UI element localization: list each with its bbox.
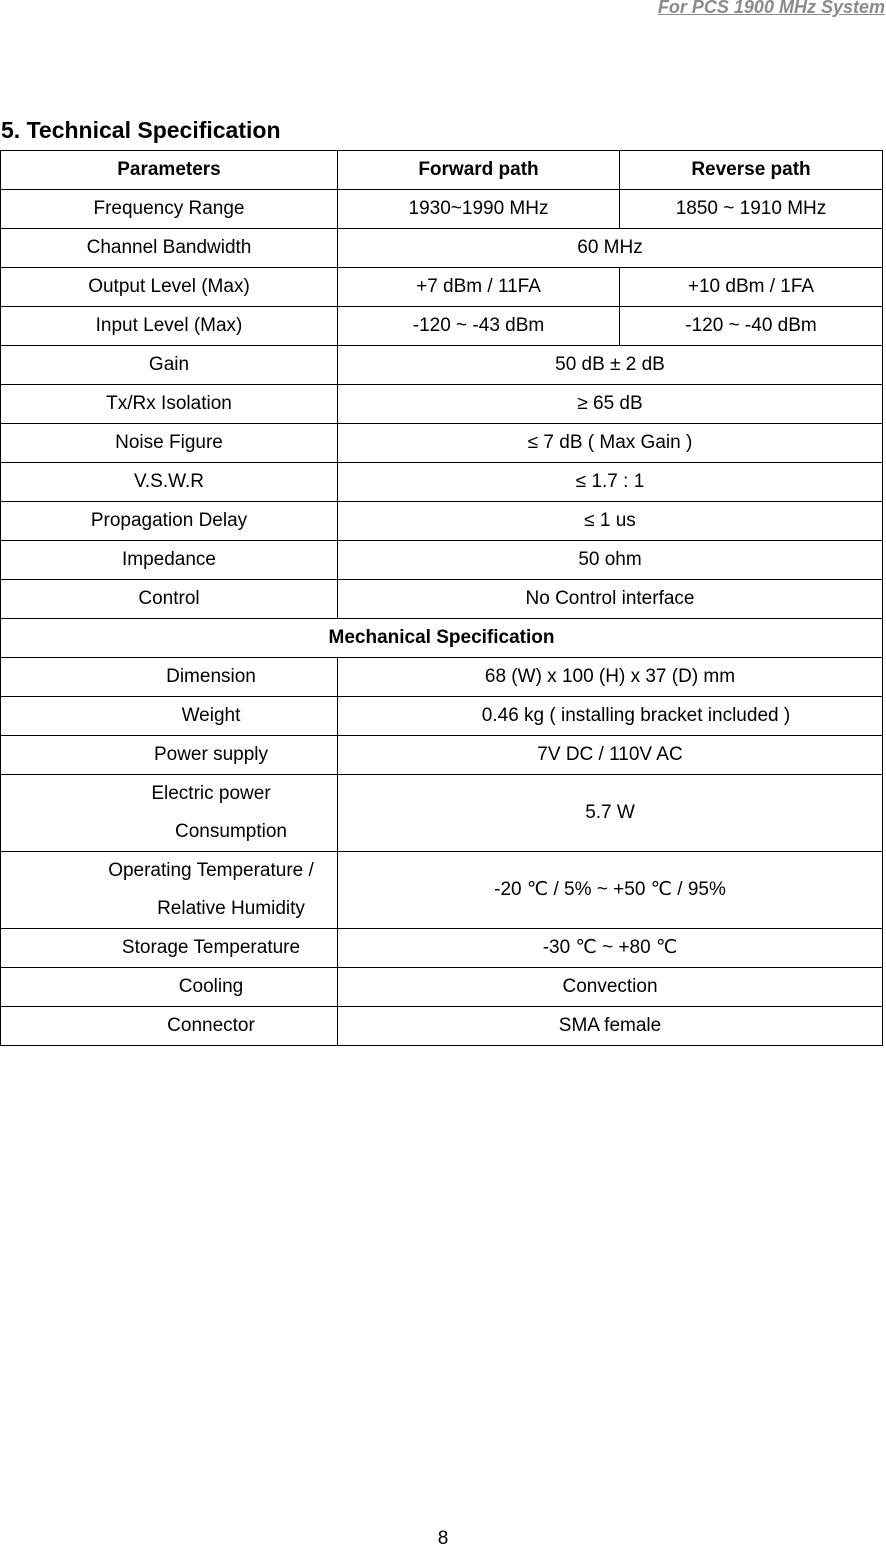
- reverse-cell: 1850 ~ 1910 MHz: [620, 190, 883, 229]
- param-label: Storage Temperature: [121, 937, 301, 958]
- value-cell: 68 (W) x 100 (H) x 37 (D) mm: [338, 658, 883, 697]
- table-row: [1, 268, 883, 307]
- param-label: Dimension: [166, 666, 256, 687]
- param-label-line1: Operating Temperature /: [108, 860, 314, 881]
- technical-specification-table: [0, 150, 883, 1046]
- value-cell: ≤ 1.7 : 1: [338, 463, 883, 502]
- value-cell: 50 dB ± 2 dB: [338, 346, 883, 385]
- value-cell: 60 MHz: [338, 229, 883, 268]
- page-number: 8: [437, 1528, 449, 1549]
- table-header-row: [1, 151, 883, 190]
- table-row: [1, 929, 883, 968]
- param-cell: [1, 1007, 338, 1046]
- table-row: [1, 852, 883, 929]
- param-cell: Gain: [1, 346, 338, 385]
- mechanical-spec-heading-row: [1, 619, 883, 658]
- value-cell: SMA female: [338, 1007, 883, 1046]
- value-cell: ≤ 1 us: [338, 502, 883, 541]
- param-cell: Frequency Range: [1, 190, 338, 229]
- table-row: [1, 385, 883, 424]
- header-reverse-path: Reverse path: [620, 151, 883, 190]
- table-row: [1, 229, 883, 268]
- header-parameters: Parameters: [1, 151, 338, 190]
- param-label-line1: Electric power: [151, 783, 271, 804]
- value-cell: ≤ 7 dB ( Max Gain ): [338, 424, 883, 463]
- section-title: 5. Technical Specification: [1, 117, 281, 143]
- table-row: [1, 697, 883, 736]
- table-row: [1, 190, 883, 229]
- param-cell: Tx/Rx Isolation: [1, 385, 338, 424]
- param-cell: [1, 658, 338, 697]
- value-cell: 50 ohm: [338, 541, 883, 580]
- table-row: [1, 346, 883, 385]
- param-label-line2: Relative Humidity: [157, 898, 305, 919]
- param-label: Connector: [167, 1015, 255, 1036]
- param-cell: [1, 775, 338, 852]
- table-row: [1, 968, 883, 1007]
- reverse-cell: +10 dBm / 1FA: [620, 268, 883, 307]
- table-row: [1, 775, 883, 852]
- param-cell: [1, 929, 338, 968]
- value-label: 0.46 kg ( installing bracket included ): [481, 705, 791, 726]
- param-cell: [1, 968, 338, 1007]
- param-cell: Propagation Delay: [1, 502, 338, 541]
- param-label: Weight: [181, 705, 241, 726]
- value-cell: Convection: [338, 968, 883, 1007]
- forward-cell: 1930~1990 MHz: [338, 190, 620, 229]
- mechanical-spec-heading: Mechanical Specification: [1, 619, 883, 658]
- forward-cell: +7 dBm / 11FA: [338, 268, 620, 307]
- param-cell: Input Level (Max): [1, 307, 338, 346]
- table-row: [1, 307, 883, 346]
- param-label: Power supply: [153, 744, 269, 765]
- table-row: [1, 736, 883, 775]
- table-row: [1, 580, 883, 619]
- param-cell: [1, 852, 338, 929]
- param-label-line2: Consumption: [175, 821, 287, 842]
- param-cell: [1, 736, 338, 775]
- param-cell: Noise Figure: [1, 424, 338, 463]
- table-row: [1, 658, 883, 697]
- value-cell: 7V DC / 110V AC: [338, 736, 883, 775]
- param-cell: Control: [1, 580, 338, 619]
- forward-cell: -120 ~ -43 dBm: [338, 307, 620, 346]
- table-row: [1, 463, 883, 502]
- header-forward-path: Forward path: [338, 151, 620, 190]
- value-cell: No Control interface: [338, 580, 883, 619]
- param-cell: Impedance: [1, 541, 338, 580]
- table-row: [1, 1007, 883, 1046]
- value-cell: ≥ 65 dB: [338, 385, 883, 424]
- reverse-cell: -120 ~ -40 dBm: [620, 307, 883, 346]
- param-label: Cooling: [178, 976, 244, 997]
- value-cell: -30 ℃ ~ +80 ℃: [338, 929, 883, 968]
- param-cell: V.S.W.R: [1, 463, 338, 502]
- table-row: [1, 424, 883, 463]
- running-header: For PCS 1900 MHz System: [657, 0, 885, 17]
- param-cell: Channel Bandwidth: [1, 229, 338, 268]
- value-cell: -20 ℃ / 5% ~ +50 ℃ / 95%: [338, 852, 883, 929]
- param-cell: Output Level (Max): [1, 268, 338, 307]
- value-cell: 5.7 W: [338, 775, 883, 852]
- table-row: [1, 502, 883, 541]
- value-cell: [338, 697, 883, 736]
- param-cell: [1, 697, 338, 736]
- table-row: [1, 541, 883, 580]
